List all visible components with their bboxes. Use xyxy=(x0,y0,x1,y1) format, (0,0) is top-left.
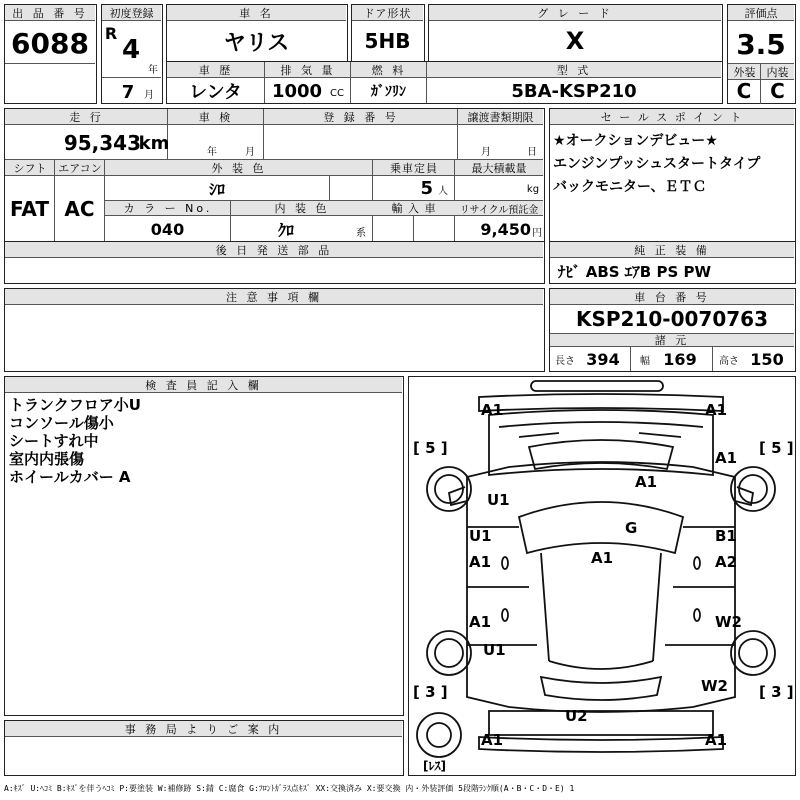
load-label: 最大積載量 xyxy=(455,160,543,176)
transfer-label: 譲渡書類期限 xyxy=(458,109,543,125)
sales-label: セ ー ル ス ポ イ ン ト xyxy=(550,109,794,125)
ext-grade: C xyxy=(736,79,752,103)
year-unit: 年 xyxy=(148,64,158,76)
recycle-unit: 円 xyxy=(532,227,542,239)
inspection-label: 車 検 xyxy=(168,109,264,125)
door-box xyxy=(351,4,425,62)
first-reg-box xyxy=(101,4,163,104)
damage-mark: A1 xyxy=(591,549,614,567)
damage-mark: A1 xyxy=(481,401,504,419)
int-label: 内装 xyxy=(761,64,794,80)
transfer-month: 月 xyxy=(481,146,491,158)
width-label: 幅 xyxy=(640,355,650,367)
notes-box xyxy=(4,288,545,372)
model-label: 型 式 xyxy=(427,62,721,78)
chassis-number: KSP210-0070763 xyxy=(575,307,769,331)
equipment: ﾅﾋﾞ ABS ｴｱB PS PW xyxy=(558,262,712,281)
color-label: 外 装 色 xyxy=(105,160,373,176)
exterior-color: ｼﾛ xyxy=(208,179,225,199)
damage-mark: A1 xyxy=(469,553,492,571)
color-no: 040 xyxy=(150,219,185,239)
equipment-label: 純 正 装 備 xyxy=(550,242,794,258)
mileage-label: 走 行 xyxy=(5,109,168,125)
displacement-unit: CC xyxy=(330,87,344,99)
later-parts-label: 後 日 発 送 部 品 xyxy=(5,242,543,258)
int-color-label: 内 装 色 xyxy=(231,201,373,216)
first-reg-label: 初度登録 xyxy=(102,5,161,21)
tire-front-right: [ 5 ] xyxy=(759,439,794,457)
notes-label: 注 意 事 項 欄 xyxy=(5,289,543,305)
car-name: ヤリス xyxy=(223,30,290,56)
ext-label: 外装 xyxy=(728,64,761,80)
sales-line: ★オークションデビュー★ xyxy=(553,133,718,149)
tire-front-left: [ 5 ] xyxy=(413,439,448,457)
dims-label: 諸 元 xyxy=(550,333,794,347)
ac-label: エアコン xyxy=(55,160,105,176)
tire-rear-right: [ 3 ] xyxy=(759,683,794,701)
month-unit: 月 xyxy=(144,89,154,101)
lot-number: 6088 xyxy=(11,26,89,60)
mileage: 95,343 xyxy=(63,131,141,155)
chassis-box xyxy=(549,288,796,372)
shift-label: シフト xyxy=(5,160,55,176)
spare-tire: [ﾚｽ] xyxy=(423,759,446,773)
displacement-label: 排 気 量 xyxy=(265,62,351,78)
history: レンタ xyxy=(189,82,242,103)
length: 394 xyxy=(586,349,620,369)
damage-mark: A1 xyxy=(705,401,728,419)
history-row xyxy=(166,61,723,104)
recycle-fee: 9,450 xyxy=(480,219,531,239)
office-box xyxy=(4,720,404,776)
interior-color: ｸﾛ xyxy=(277,220,294,240)
reg-year: 4 xyxy=(121,35,141,65)
import-label: 輸 入 車 xyxy=(373,201,455,216)
damage-mark: U1 xyxy=(469,527,492,545)
recycle-label: リサイクル預託金 xyxy=(455,201,543,216)
sales-box xyxy=(549,108,796,242)
insp-year: 年 xyxy=(207,146,217,158)
lot-box xyxy=(4,4,97,104)
later-parts-box xyxy=(4,241,545,284)
equipment-box xyxy=(549,241,796,284)
history-label: 車 歴 xyxy=(167,62,265,78)
seats-unit: 人 xyxy=(438,185,448,197)
damage-mark: U1 xyxy=(483,641,506,659)
inspector-line: コンソール傷小 xyxy=(9,413,114,432)
door-label: ドア形状 xyxy=(352,5,423,21)
sales-line: バックモニター、ＥＴＣ xyxy=(553,179,707,195)
damage-mark: A1 xyxy=(635,473,658,491)
office-label: 事 務 局 よ り ご 案 内 xyxy=(5,721,402,737)
fuel-label: 燃 料 xyxy=(351,62,427,78)
fuel: ｶﾞｿﾘﾝ xyxy=(371,84,406,100)
era: R xyxy=(104,23,118,43)
length-label: 長さ xyxy=(555,355,575,367)
seats: 5 xyxy=(420,177,433,199)
info-box xyxy=(4,108,545,242)
shift: FAT xyxy=(10,197,49,221)
height-label: 高さ xyxy=(719,355,739,367)
damage-mark: G xyxy=(625,519,638,537)
damage-mark: A2 xyxy=(715,553,738,571)
seats-label: 乗車定員 xyxy=(373,160,455,176)
load-unit: kg xyxy=(526,183,540,195)
sales-line: エンジンプッシュスタートタイプ xyxy=(553,156,761,172)
transfer-day: 日 xyxy=(527,146,537,158)
damage-mark: W2 xyxy=(701,677,728,695)
lot-label: 出 品 番 号 xyxy=(5,5,95,21)
score-label: 評価点 xyxy=(728,5,794,21)
damage-mark: U2 xyxy=(565,707,588,725)
car-name-label: 車 名 xyxy=(167,5,346,21)
inspector-line: 室内内張傷 xyxy=(9,449,85,468)
width: 169 xyxy=(663,349,697,369)
inspector-box xyxy=(4,376,404,716)
damage-mark: B1 xyxy=(715,527,737,545)
damage-mark: A1 xyxy=(715,449,738,467)
car-name-box xyxy=(166,4,348,62)
door-type: 5HB xyxy=(364,29,411,53)
car-outline xyxy=(409,377,794,774)
grade-box xyxy=(428,4,723,62)
damage-mark: A1 xyxy=(469,613,492,631)
damage-mark: W2 xyxy=(715,613,742,631)
damage-mark: U1 xyxy=(487,491,510,509)
grade: X xyxy=(565,27,585,55)
int-grade: C xyxy=(770,79,785,103)
reg-month: 7 xyxy=(121,81,135,103)
model: 5BA-KSP210 xyxy=(511,80,637,102)
inspector-line: トランクフロア小U xyxy=(9,395,141,414)
damage-mark: A1 xyxy=(705,731,728,749)
mileage-unit: km xyxy=(138,132,170,154)
color-no-label: カ ラ ー No. xyxy=(105,201,231,216)
tire-rear-left: [ 3 ] xyxy=(413,683,448,701)
int-color-unit: 系 xyxy=(356,227,366,239)
displacement: 1000 xyxy=(271,80,323,102)
grade-label: グ レ ー ド xyxy=(429,5,721,21)
inspector-line: ホイールカバー A xyxy=(9,467,131,486)
score-box xyxy=(727,4,796,104)
score: 3.5 xyxy=(736,27,786,61)
car-diagram xyxy=(408,376,796,776)
height: 150 xyxy=(750,349,784,369)
insp-month: 月 xyxy=(245,146,255,158)
legend: A:ｷｽﾞ U:ﾍｺﾐ B:ｷｽﾞを伴うﾍｺﾐ P:要塗装 W:補修跡 S:錆 C:腐食 G:ﾌﾛﾝﾄｶﾞﾗｽ点ｷｽﾞ XX:交換済み X:要交換 内・外装評価 5段階ﾗﾝｸ順(A・B・C・D・E) 1 xyxy=(4,783,575,793)
damage-mark: A1 xyxy=(481,731,504,749)
ac: AC xyxy=(64,197,95,221)
inspector-line: シートすれ中 xyxy=(9,431,99,450)
reg-no-label: 登 録 番 号 xyxy=(264,109,458,125)
chassis-label: 車 台 番 号 xyxy=(550,289,794,305)
inspector-label: 検 査 員 記 入 欄 xyxy=(5,377,402,393)
